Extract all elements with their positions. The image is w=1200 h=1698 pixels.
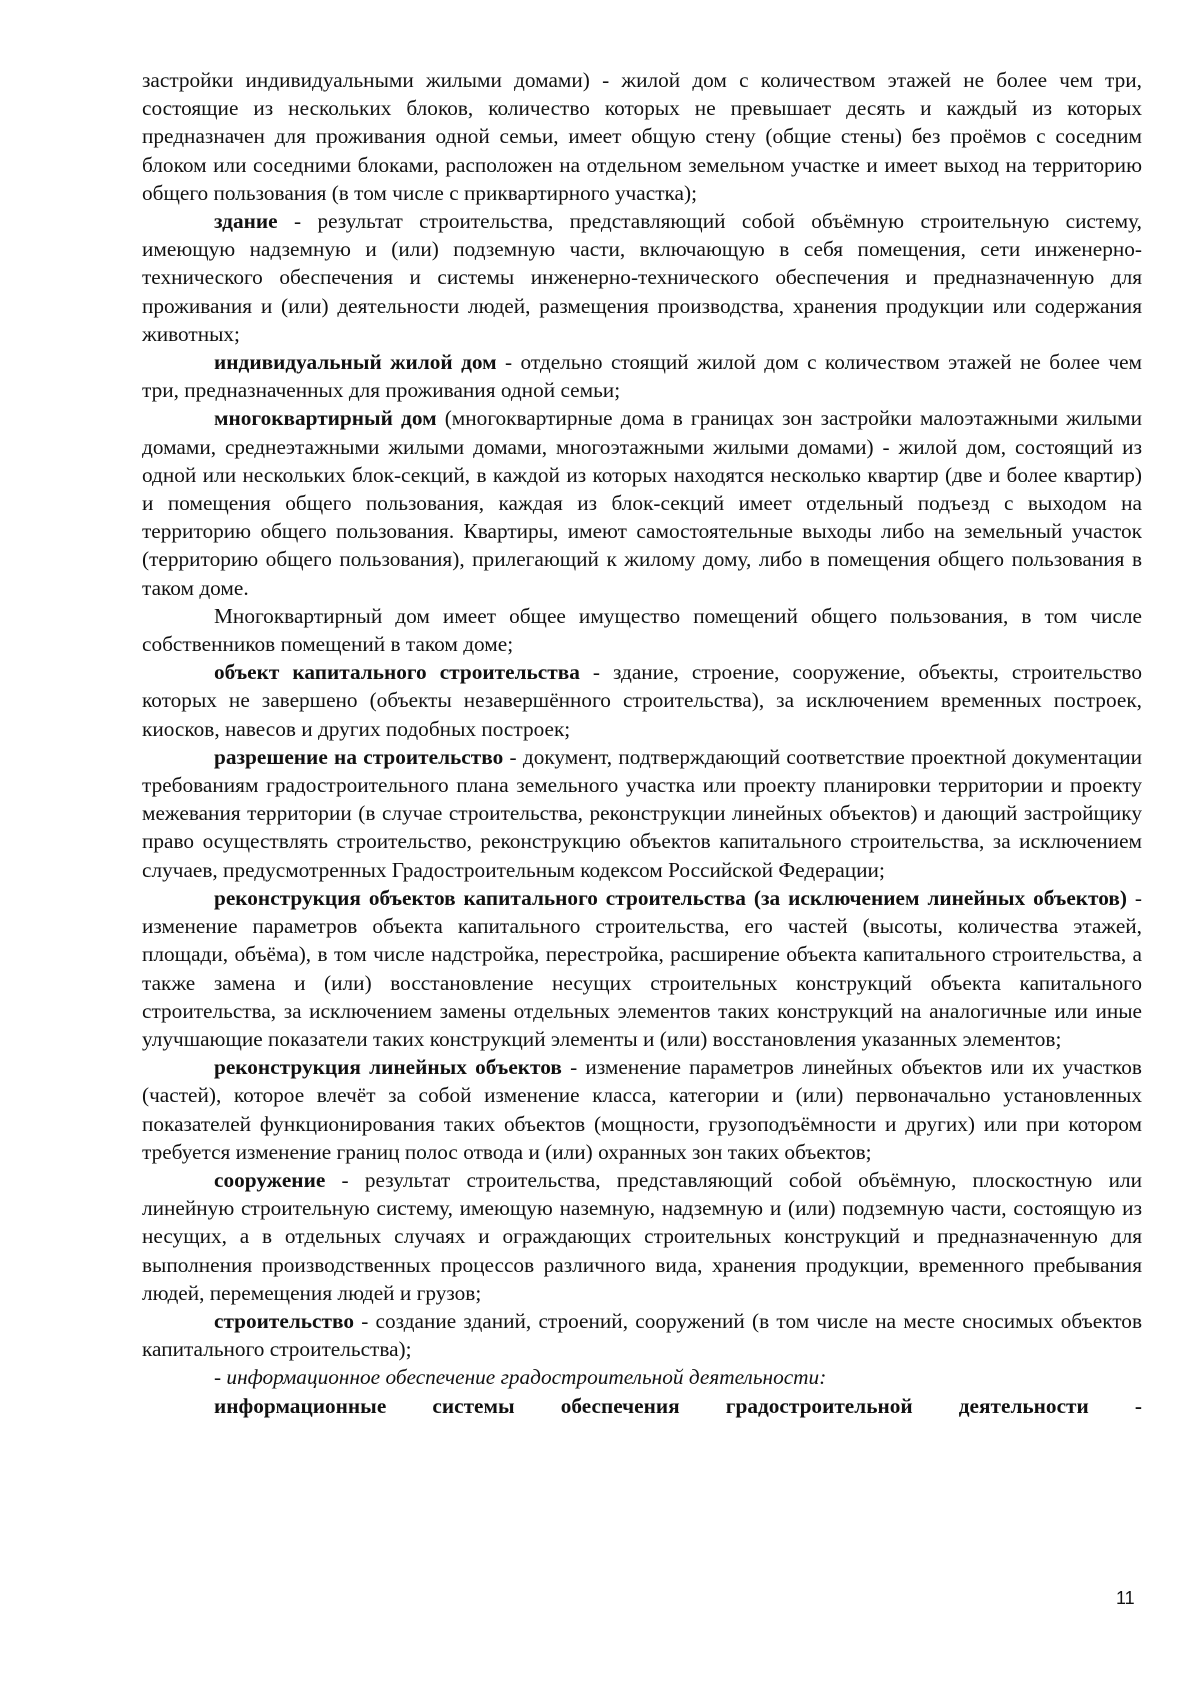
defined-term: строительство [214,1308,354,1333]
document-body [142,66,1142,1420]
definition-zdanie [142,207,1142,348]
paragraph-text: застройки индивидуальными жилыми домами) - жилой дом с количеством этажей не более чем три, состоящие из нескольких блоков, количество которых не превышает десять и каждый из которых предназначен для проживания одной семьи, имеет общую стену (общие стены) без проёмов с соседним блоком или соседними блоками, расположен на отдельном земельном участке и имеет выход на территорию общего пользования (в том числе с приквартирного участка); [142,68,1142,205]
definition-reconstruction-linear [142,1053,1142,1166]
defined-term: реконструкция объектов капитального строительства (за исключением линейных объектов) [214,885,1127,910]
defined-term: индивидуальный жилой дом [214,350,497,375]
definition-text: - здание, строение, сооружение, объекты, строительство которых не завершено (объекты незавершённого строительства), за исключением временных построек, киосков, навесов и других подобных построек; [142,660,1142,741]
definition-text: - изменение параметров объекта капитального строительства, его частей (высоты, количества этажей, площади, объёма), в том числе надстройка, перестройка, расширение объекта капитального строительства, а также замена и (или) восстановление несущих строительных конструкций объекта капитального строительства, за исключением замены отдельных элементов таких конструкций на аналогичные или иные улучшающие показатели таких конструкций элементы и (или) восстановления указанных элементов; [142,885,1142,1051]
definition-capital-construction-object [142,658,1142,743]
defined-term: информационные системы обеспечения градостроительной деятельности - [214,1393,1142,1418]
definition-text: - отдельно стоящий жилой дом с количеством этажей не более чем три, предназначенных для проживания одной семьи; [142,350,1143,403]
defined-term: здание [214,209,278,234]
defined-term: сооружение [214,1167,326,1192]
definition-text: - документ, подтверждающий соответствие проектной документации требованиям градостроительного плана земельного участка или проекту планировки территории и проекту межевания территории (в случае строительства, реконструкции линейных объектов) и дающий застройщику право осуществлять строительство, реконструкцию объектов капитального строительства, за исключением случаев, предусмотренных Градостроительным кодексом Российской Федерации; [142,744,1142,882]
definition-text: - результат строительства, представляющий собой объёмную, плоскостную или линейную строительную систему, имеющую наземную, надземную и (или) подземную части, состоящую из несущих, а в отдельных случаях и ограждающих строительных конструкций и предназначенную для выполнения производственных процессов различного вида, хранения продукции, временного пребывания людей, перемещения людей и грузов; [142,1167,1142,1305]
section-subheading [142,1363,1142,1391]
definition-building-permit [142,743,1142,884]
paragraph-text: Многоквартирный дом имеет общее имущество помещений общего пользования, в том числе собственников помещений в таком доме; [142,603,1142,657]
definition-text: (многоквартирные дома в границах зон застройки малоэтажными жилыми домами, среднеэтажными жилыми домами, многоэтажными жилыми домами) - жилой дом, состоящий из одной или нескольких блок-секций, в каждой из которых находятся несколько квартир (две и более квартир) и помещения общего пользования, каждая из блок-секций имеет отдельный подъезд с выходом на территорию общего пользования. Квартиры, имеют самостоятельные выходы либо на земельный участок (территорию общего пользования), прилегающий к жилому дому, либо в помещения общего пользования в таком доме. [142,406,1143,600]
paragraph-block-house-continuation [142,66,1142,207]
definition-text: - создание зданий, строений, сооружений (в том числе на месте сносимых объектов капитального строительства); [142,1308,1142,1362]
paragraph-common-property [142,602,1142,658]
definition-reconstruction-capital [142,884,1142,1053]
definition-stroitelstvo [142,1307,1142,1363]
definition-text: - результат строительства, представляющий собой объёмную строительную систему, имеющую надземную и (или) подземную части, включающую в себя помещения, сети инженерно-технического обеспечения и системы инженерно-технического обеспечения и предназначенную для проживания и (или) деятельности людей, размещения производства, хранения продукции или содержания животных; [142,209,1142,346]
definition-info-systems [142,1392,1142,1420]
definition-apartment-building [142,404,1142,601]
definition-individual-house [142,348,1142,404]
defined-term: объект капитального строительства [214,660,580,685]
defined-term: реконструкция линейных объектов [214,1055,562,1080]
page-number: 11 [1116,1588,1135,1608]
defined-term: многоквартирный дом [214,406,437,431]
subheading-text: - информационное обеспечение градостроительной деятельности: [214,1365,827,1390]
definition-text: - изменение параметров линейных объектов или их участков (частей), которое влечёт за собой изменение класса, категории и (или) первоначально установленных показателей функционирования таких объектов (мощности, грузоподъёмности и других) или при котором требуется изменение границ полос отвода и (или) охранных зон таких объектов; [142,1055,1142,1164]
definition-sooruzhenie [142,1166,1142,1307]
defined-term: разрешение на строительство [214,744,504,769]
